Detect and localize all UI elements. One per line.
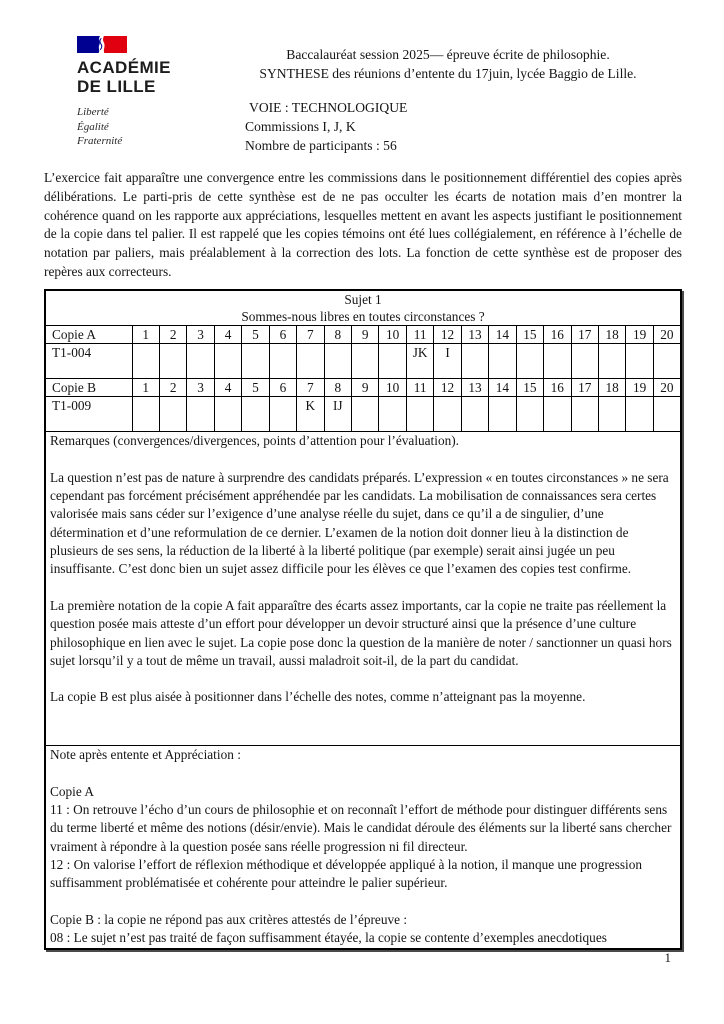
notes-copie-a-point-12: 12 : On valorise l’effort de réflexion méthodique et développée appliqué à la notion, il manque une progression suffisamment problématisée et cohérente pour atteindre le palier supérieur. (50, 857, 643, 891)
copie-a-score-col-12: 12 (434, 326, 461, 344)
copie-a-score-col-15: 15 (516, 326, 543, 344)
copie-b-score-col-1: 1 (132, 379, 159, 397)
copie-b-mark-cell-4 (214, 397, 241, 432)
notes-copie-b-point-08: 08 : Le sujet n’est pas traité de façon suffisamment étayée, la copie se contente d’exemples anecdotiques (50, 930, 607, 946)
copie-b-score-col-19: 19 (626, 379, 653, 397)
copie-b-mark-cell-18 (598, 397, 625, 432)
copie-a-mark-cell-10 (379, 344, 406, 379)
notes-row (45, 746, 681, 949)
copie-a-mark-cell-5 (242, 344, 269, 379)
copie-b-mark-cell-14 (489, 397, 516, 432)
copie-a-mark-cell-17 (571, 344, 598, 379)
subject-cell (45, 290, 681, 326)
copie-a-score-col-6: 6 (269, 326, 296, 344)
notes-copie-a-point-11: 11 : On retrouve l’écho d’un cours de philosophie et on reconnaît l’effort de méthode pour distinguer différents sens du terme liberté et même des notions (désir/envie). Mais le candidat déroule des éléments sur la liberté sans chercher vraiment à répondre à la question posée sans réelle progression ni fil directeur. (50, 802, 672, 854)
remarks-paragraph-2: La première notation de la copie A fait apparaître des écarts assez importants, car la copie ne traite pas réellement la question posée mais atteste d’un effort pour développer un devoir structuré ainsi que la présence d’une culture philosophique en lien avec le sujet. La copie pose donc la question de la manière de noter / sanctionner un quasi hors sujet lorsqu’il y a tout de même un travail, aussi maladroit soit-il, de la part du candidat. (50, 597, 672, 668)
document-header (44, 34, 682, 155)
copie-b-score-col-4: 4 (214, 379, 241, 397)
copie-b-score-col-18: 18 (598, 379, 625, 397)
remarks-title: Remarques (convergences/divergences, points d’attention pour l’évaluation). (50, 433, 459, 449)
copie-a-score-col-18: 18 (598, 326, 625, 344)
copie-b-label-cell: Copie B (45, 379, 132, 397)
evaluation-table (44, 289, 682, 950)
copie-b-mark-cell-16 (544, 397, 571, 432)
copie-b-mark-cell-1 (132, 397, 159, 432)
copie-a-mark-cell-18 (598, 344, 625, 379)
copie-a-mark-cell-7 (297, 344, 324, 379)
copie-b-score-col-7: 7 (297, 379, 324, 397)
copie-a-mark-cell-11: JK (406, 344, 433, 379)
copie-b-mark-cell-8: IJ (324, 397, 351, 432)
notes-cell (45, 746, 681, 949)
copie-b-mark-cell-2 (159, 397, 186, 432)
remarks-paragraph-3: La copie B est plus aisée à positionner dans l’échelle des notes, comme n’atteignant pas la moyenne. (50, 689, 586, 705)
doc-title-line1: Baccalauréat session 2025— épreuve écrite de philosophie. (286, 47, 610, 62)
copie-a-mark-cell-8 (324, 344, 351, 379)
copie-a-label-cell: Copie A (45, 326, 132, 344)
academy-name-line1: ACADÉMIE (77, 58, 171, 77)
copie-a-score-col-14: 14 (489, 326, 516, 344)
participants-line: Nombre de participants : 56 (245, 138, 397, 153)
copie-a-score-col-8: 8 (324, 326, 351, 344)
copie-a-score-col-3: 3 (187, 326, 214, 344)
copie-a-marks-row (45, 344, 681, 379)
motto-egalite: Égalité (77, 120, 109, 133)
copie-b-score-col-17: 17 (571, 379, 598, 397)
academy-name-line2: DE LILLE (77, 77, 156, 96)
copie-a-score-col-5: 5 (242, 326, 269, 344)
copie-a-score-col-17: 17 (571, 326, 598, 344)
copie-a-mark-cell-6 (269, 344, 296, 379)
subject-title: Sujet 1 (344, 292, 382, 308)
copie-b-score-col-5: 5 (242, 379, 269, 397)
remarks-paragraph-1: La question n’est pas de nature à surprendre des candidats préparés. L’expression « en toutes circonstances » ne sera cependant pas forcément précisément appréhendée par les candidats. La mobilisation de connaissances sera certes valorisée mais sans céder sur l’exigence d’une analyse réelle du sujet, dans ce qu’il a de singulier, d’une détermination et d’une reformulation de ce dernier. L’examen de la notion doit donner lieu à la distinction de plusieurs de ses sens, la réduction de la liberté à la liberté politique (par exemple) serait ainsi jugée un peu insuffisante. C’est donc bien un sujet assez difficile pour les élèves ce que l’examen des copies test confirme. (50, 469, 669, 577)
copie-a-mark-cell-14 (489, 344, 516, 379)
copie-a-score-col-16: 16 (544, 326, 571, 344)
academie-de-lille-logo (44, 34, 214, 149)
copie-a-score-col-4: 4 (214, 326, 241, 344)
copie-a-score-col-13: 13 (461, 326, 488, 344)
commissions-line: Commissions I, J, K (245, 119, 356, 134)
motto-liberte: Liberté (77, 106, 109, 118)
notes-title: Note après entente et Appréciation : (50, 747, 241, 763)
copie-a-mark-cell-16 (544, 344, 571, 379)
copie-a-score-col-11: 11 (406, 326, 433, 344)
subject-row (45, 290, 681, 326)
copie-b-mark-cell-5 (242, 397, 269, 432)
remarks-cell (45, 432, 681, 746)
copie-a-mark-cell-20 (653, 344, 681, 379)
copie-b-mark-cell-3 (187, 397, 214, 432)
copie-b-score-col-14: 14 (489, 379, 516, 397)
motto (77, 105, 214, 149)
copie-a-score-col-19: 19 (626, 326, 653, 344)
page-number: 1 (664, 950, 671, 965)
copie-b-score-col-6: 6 (269, 379, 296, 397)
copie-a-score-col-10: 10 (379, 326, 406, 344)
copie-b-mark-cell-10 (379, 397, 406, 432)
copie-a-mark-cell-13 (461, 344, 488, 379)
copie-a-score-col-7: 7 (297, 326, 324, 344)
voie-block (214, 98, 682, 155)
copie-b-score-col-3: 3 (187, 379, 214, 397)
copie-b-score-col-20: 20 (653, 379, 681, 397)
title-block (214, 34, 682, 155)
copie-a-mark-cell-3 (187, 344, 214, 379)
voie-line: VOIE : TECHNOLOGIQUE (249, 100, 408, 115)
copie-b-mark-cell-17 (571, 397, 598, 432)
copie-b-mark-cell-13 (461, 397, 488, 432)
copie-a-mark-cell-4 (214, 344, 241, 379)
copie-b-score-col-15: 15 (516, 379, 543, 397)
copie-a-mark-cell-19 (626, 344, 653, 379)
copie-a-score-col-2: 2 (159, 326, 186, 344)
copie-b-score-col-13: 13 (461, 379, 488, 397)
copie-b-header-row (45, 379, 681, 397)
copie-a-header-row (45, 326, 681, 344)
intro-paragraph: L’exercice fait apparaître une convergence entre les commissions dans le positionnement différentiel des copies après délibérations. Le parti-pris de cette synthèse est de ne pas occulter les écarts de notation mais d’en montrer la cohérence quand on les rapporte aux appréciations, lesquelles mettent en avant les aspects justifiant le positionnement de la copie dans tel palier. Il est rappelé que les copies témoins ont été lues collégialement, en référence à l’échelle de notation par paliers, mais préalablement à la correction des lots. La fonction de cette synthèse est de proposer des repères aux correcteurs. (44, 170, 682, 279)
copie-b-score-col-10: 10 (379, 379, 406, 397)
copie-a-code-cell: T1-004 (45, 344, 132, 379)
doc-title-line2: SYNTHESE des réunions d’entente du 17juin, lycée Baggio de Lille. (259, 66, 637, 81)
copie-b-mark-cell-12 (434, 397, 461, 432)
copie-b-score-col-11: 11 (406, 379, 433, 397)
notes-copie-a-heading: Copie A (50, 783, 94, 799)
copie-a-score-col-20: 20 (653, 326, 681, 344)
copie-b-marks-row (45, 397, 681, 432)
copie-b-mark-cell-15 (516, 397, 543, 432)
french-flag-icon (77, 36, 127, 53)
motto-fraternite: Fraternité (77, 135, 123, 147)
notes-copie-b-heading: Copie B : la copie ne répond pas aux critères attestés de l’épreuve : (50, 911, 408, 927)
copie-b-mark-cell-6 (269, 397, 296, 432)
copie-a-score-col-1: 1 (132, 326, 159, 344)
copie-b-score-col-2: 2 (159, 379, 186, 397)
subject-question: Sommes-nous libres en toutes circonstances ? (241, 309, 485, 325)
remarks-row (45, 432, 681, 746)
copie-b-score-col-8: 8 (324, 379, 351, 397)
copie-a-mark-cell-12: I (434, 344, 461, 379)
copie-b-score-col-9: 9 (352, 379, 379, 397)
copie-a-mark-cell-2 (159, 344, 186, 379)
copie-b-score-col-16: 16 (544, 379, 571, 397)
copie-a-score-col-9: 9 (352, 326, 379, 344)
copie-b-mark-cell-11 (406, 397, 433, 432)
copie-a-mark-cell-15 (516, 344, 543, 379)
copie-b-mark-cell-20 (653, 397, 681, 432)
copie-b-mark-cell-9 (352, 397, 379, 432)
copie-a-mark-cell-9 (352, 344, 379, 379)
copie-b-mark-cell-19 (626, 397, 653, 432)
copie-a-mark-cell-1 (132, 344, 159, 379)
academy-name (77, 58, 214, 96)
copie-b-score-col-12: 12 (434, 379, 461, 397)
copie-b-code-cell: T1-009 (45, 397, 132, 432)
copie-b-mark-cell-7: K (297, 397, 324, 432)
